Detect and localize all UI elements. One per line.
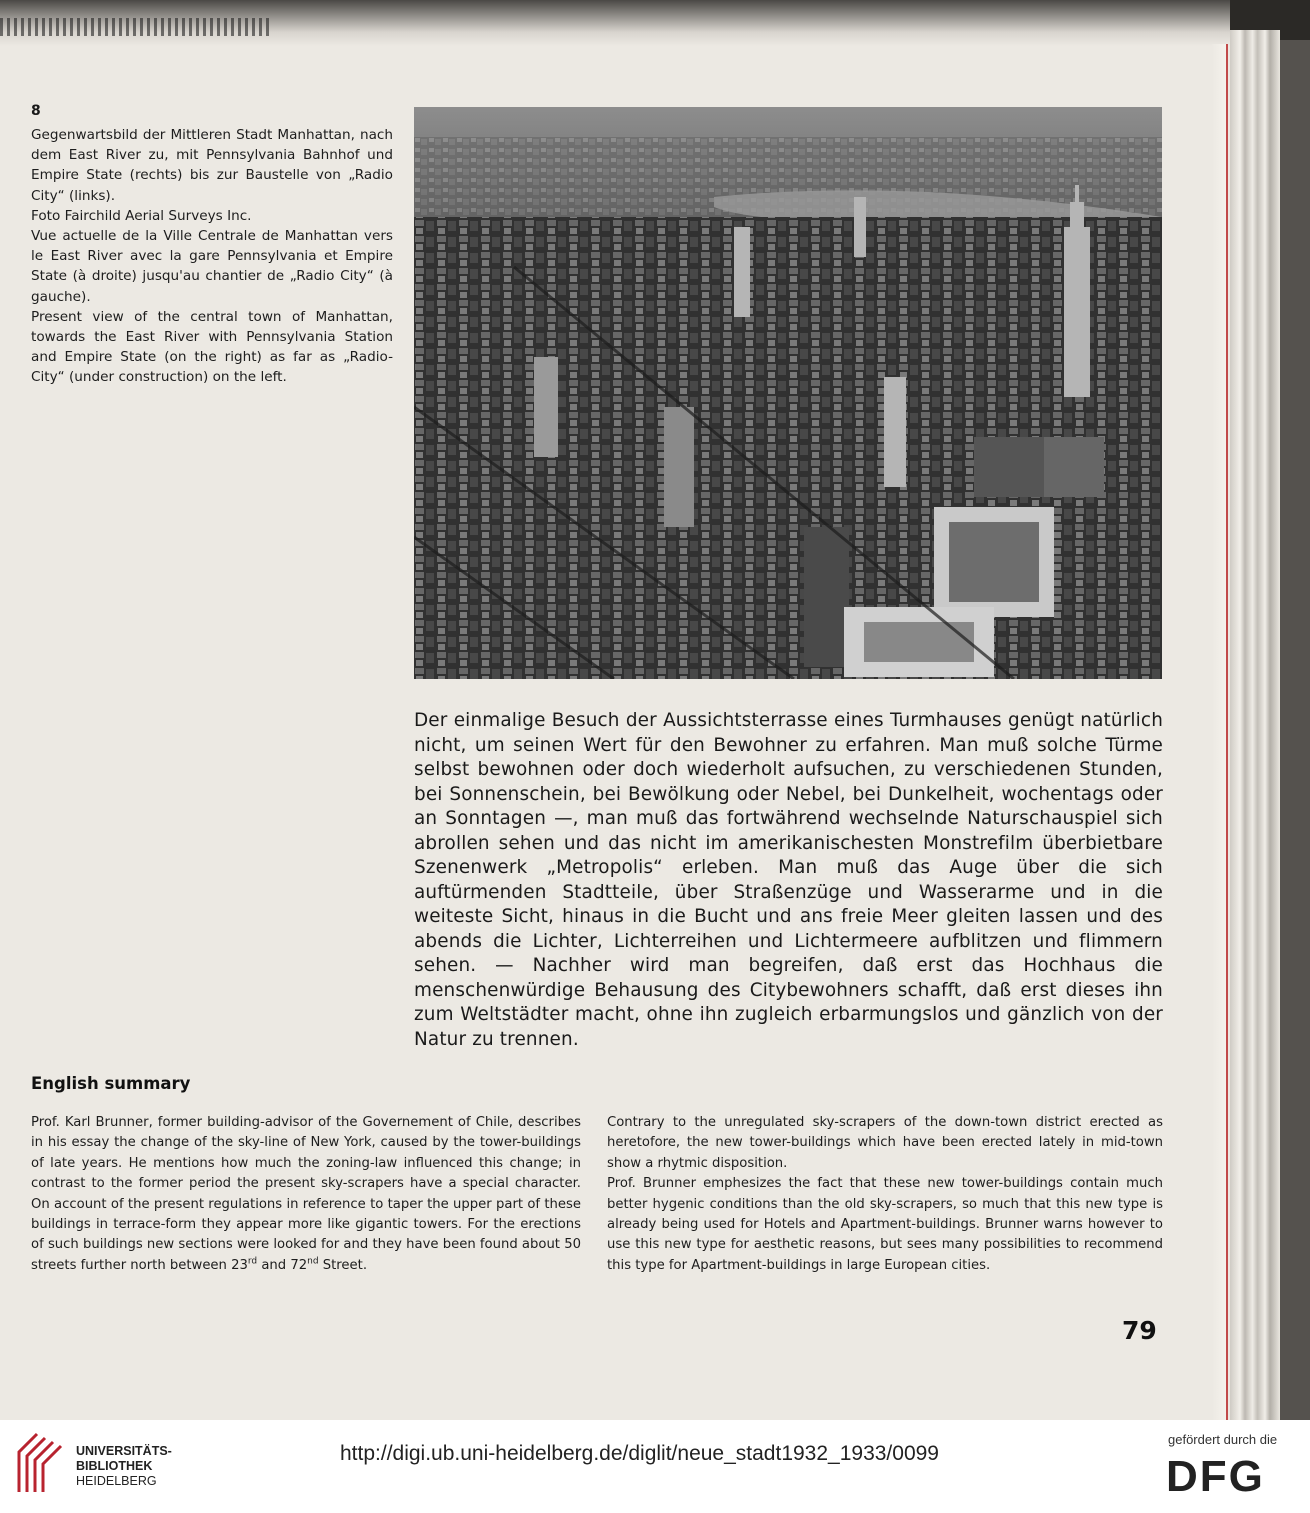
library-line-2: BIBLIOTHEK: [76, 1459, 153, 1473]
caption-english: Present view of the central town of Manhattan, towards the East River with Pennsylvania Station and Empire State (on the right) as far as „Radio-City“ (under construction) on the left.: [31, 308, 393, 386]
book-edge-shadow: [1280, 40, 1310, 1420]
summary-right-paragraph-1: Contrary to the unregulated sky-scrapers of the down-town district erected as heretofore, the new tower-buildings which have been erected lately in mid-town show a rhytmic disposition.: [607, 1115, 1163, 1171]
library-line-3: HEIDELBERG: [76, 1474, 157, 1488]
summary-left-end: Street.: [318, 1257, 368, 1273]
caption-credit: Foto Fairchild Aerial Surveys Inc.: [31, 207, 252, 224]
summary-left-paragraph: [31, 1113, 581, 1276]
superscript-rd: rd: [247, 1256, 258, 1267]
page-red-edge: [1212, 44, 1228, 1420]
main-paragraph: Der einmalige Besuch der Aussichtsterrasse eines Turmhauses genügt natürlich nicht, um seinen Wert für den Bewohner zu erfahren. Man muß solche Türme selbst bewohnen oder doch wiederholt aufsuchen, zu verschiedenen Stunden, bei Sonnenschein, bei Bewölkung oder Nebel, bei Dunkelheit, wochentags oder an Sonntagen —, man muß das fortwährend wechselnde Naturschauspiel sich abrollen sehen und das nicht im amerikanischesten Monstrefilm überbietbare Szenenwerk „Metropolis“ erleben. Man muß das Auge über die sich auftürmenden Stadtteile, über Straßenzüge und Wasserarme und in die weiteste Sicht, hinaus in die Bucht und ans freie Meer gleiten lassen und des abends die Lichter, Lichterreihen und Lichtermeere aufblitzen und flimmern sehen. — Nachher wird man begreifen, daß erst das Hochhaus die menschenwürdige Behausung des Citybewohners schafft, daß erst dieses ihn zum Weltstädter macht, ohne ihn zugleich erbarmungslos und gänzlich von der Natur zu trennen.: [414, 710, 1163, 1050]
caption-french: Vue actuelle de la Ville Centrale de Manhattan vers le East River avec la gare Pennsylvania et Empire State (à droite) jusqu'au chantier de „Radio City“ (à gauche).: [31, 228, 393, 305]
summary-heading: English summary: [31, 1074, 191, 1093]
summary-right-column: [607, 1113, 1163, 1276]
university-library-logo-icon[interactable]: [15, 1430, 65, 1496]
page-number: 79: [1122, 1316, 1157, 1345]
figure-caption: [31, 125, 393, 388]
funding-label: gefördert durch die: [1168, 1432, 1278, 1447]
superscript-nd: nd: [307, 1256, 319, 1267]
summary-right-paragraph-2: Prof. Brunner emphesizes the fact that these new tower-buildings contain much better hygenic conditions than the old sky-scrapers, so much that this new type is already being used for Hotels and Apartment-buildings. Brunner warns however to use this new type for aesthetic reasons, but sees many possibilities to recommend this type for Apartment-buildings in large European cities.: [607, 1176, 1163, 1273]
main-body-text: [414, 709, 1163, 1052]
book-page-edges: [1230, 30, 1280, 1420]
binding-stitching: [0, 18, 270, 36]
library-name[interactable]: [76, 1444, 172, 1489]
figure-number: 8: [31, 103, 41, 119]
library-line-1: UNIVERSITÄTS-: [76, 1444, 172, 1458]
photo-graphic: [414, 107, 1162, 679]
summary-left-text: Prof. Karl Brunner, former building-advisor of the Governement of Chile, describes in his essay the change of the sky-line of New York, caused by the tower-buildings of late years. He mentions how much the zoning-law influenced this change; in contrast to the former period the present sky-scrapers have a special character. On account of the present regulations in reference to taper the upper part of these buildings in terrace-form they appear more like gigantic towers. For the erections of such buildings new sections were looked for and they have been found about 50 streets further north between 23: [31, 1115, 581, 1273]
dfg-logo[interactable]: DFG: [1166, 1452, 1265, 1501]
document-url[interactable]: http://digi.ub.uni-heidelberg.de/diglit/neue_stadt1932_1933/0099: [340, 1442, 939, 1465]
aerial-photo-manhattan: [414, 107, 1162, 679]
caption-german: Gegenwartsbild der Mittleren Stadt Manhattan, nach dem East River zu, mit Pennsylvania Bahnhof und Empire State (rechts) bis zur Baustelle von „Radio City“ (links).: [31, 127, 393, 204]
summary-left-column: [31, 1113, 581, 1276]
summary-left-mid: and 72: [257, 1257, 308, 1273]
viewer-footer: [0, 1420, 1310, 1513]
